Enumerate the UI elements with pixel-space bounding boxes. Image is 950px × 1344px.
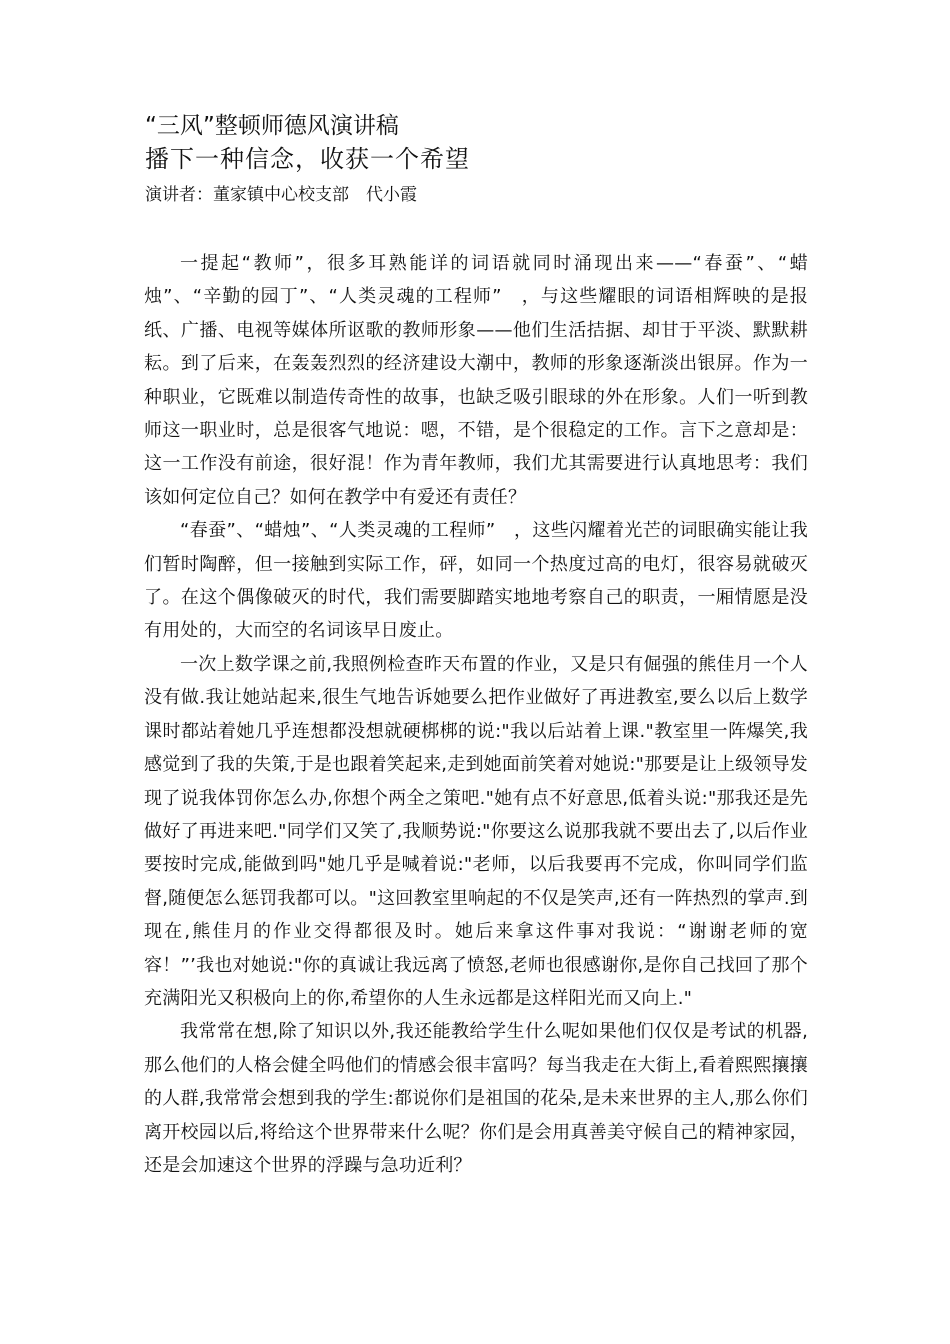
speaker-line: 演讲者：董家镇中心校支部 代小霞 [145,185,417,205]
paragraph: 我常常在想,除了知识以外,我还能教给学生什么呢如果他们仅仅是考试的机器,那么他们的人格会健全吗他们的情感会很丰富吗？每当我走在大街上,看着熙熙攘攘的人群,我常常会想到我的学生:都说你们是祖国的花朵,是未来世界的主人,那么你们离开校园以后,将给这个世界带来什么呢？你们是会用真善美守候自己的精神家园，还是会加速这个世界的浮躁与急功近利？ [144,1021,808,1176]
document-title: “三风”整顿师德风演讲稿 [145,113,399,139]
paragraph: 一次上数学课之前,我照例检查昨天布置的作业，又是只有倔强的熊佳月一个人没有做.我让她站起来,很生气地告诉她要么把作业做好了再进教室,要么以后上数学课时都站着她几乎连想都没想就硬梆梆的说:"我以后站着上课."教室里一阵爆笑,我感觉到了我的失策,于是也跟着笑起来,走到她面前笑着对她说:"那要是让上级领导发现了说我体罚你怎么办,你想个两全之策吧."她有点不好意思,低着头说:"那我还是先做好了再进来吧."同学们又笑了,我顺势说:"你要这么说那我就不要出去了,以后作业要按时完成,能做到吗"她几乎是喊着说:"老师，以后我要再不完成，你叫同学们监督,随便怎么惩罚我都可以。"这回教室里响起的不仅是笑声,还有一阵热烈的掌声.到现在,熊佳月的作业交得都很及时。她后来拿这件事对我说：“谢谢老师的宽容！”’我也对她说:"你的真诚让我远离了愤怒,老师也很感谢你,是你自己找回了那个充满阳光又积极向上的你,希望你的人生永远都是这样阳光而又向上." [144,653,808,1009]
document-subtitle: 播下一种信念，收获一个希望 [145,145,470,173]
paragraph: “春蚕”、“蜡烛”、“人类灵魂的工程师” ，这些闪耀着光芒的词眼确实能让我们暂时陶醉，但一接触到实际工作，砰，如同一个热度过高的电灯，很容易就破灭了。在这个偶像破灭的时代，我们需要脚踏实地地考察自己的职责，一厢情愿是没有用处的，大而空的名词该早日废止。 [144,520,808,642]
document-header [145,110,825,210]
paragraph: 一提起“教师”，很多耳熟能详的词语就同时涌现出来——“春蚕”、“蜡烛”、“辛勤的园丁”、“人类灵魂的工程师” ，与这些耀眼的词语相辉映的是报纸、广播、电视等媒体所讴歌的教师形象——他们生活拮据、却甘于平淡、默默耕耘。到了后来，在轰轰烈烈的经济建设大潮中，教师的形象逐渐淡出银屏。作为一种职业，它既难以制造传奇性的故事，也缺乏吸引眼球的外在形象。人们一听到教师这一职业时，总是很客气地说：嗯，不错，是个很稳定的工作。言下之意却是：这一工作没有前途，很好混！作为青年教师，我们尤其需要进行认真地思考：我们该如何定位自己？如何在教学中有爱还有责任？ [144,253,808,508]
document-body [144,247,808,1182]
